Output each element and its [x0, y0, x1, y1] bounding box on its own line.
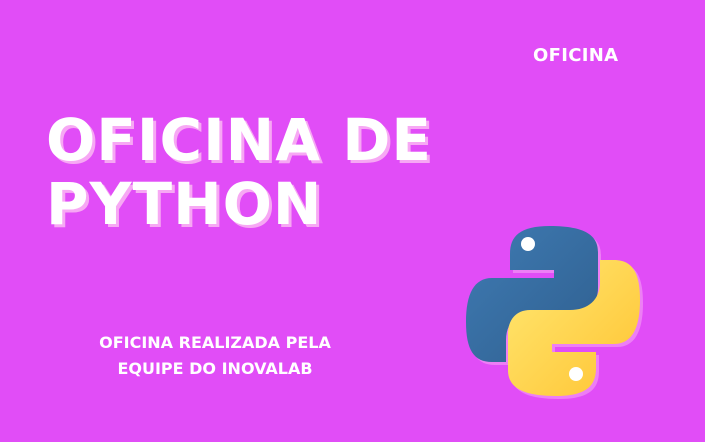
- title-line-2: PYTHON: [46, 170, 323, 238]
- subtitle-line-2: EQUIPE DO INOVALAB: [117, 359, 313, 378]
- python-logo-icon: [462, 222, 644, 400]
- subtitle: [70, 330, 360, 382]
- subtitle-line-1: OFICINA REALIZADA PELA: [99, 333, 331, 352]
- category-tag: OFICINA: [533, 45, 619, 66]
- title-line-1: OFICINA DE: [46, 106, 433, 174]
- page-title: [46, 108, 432, 236]
